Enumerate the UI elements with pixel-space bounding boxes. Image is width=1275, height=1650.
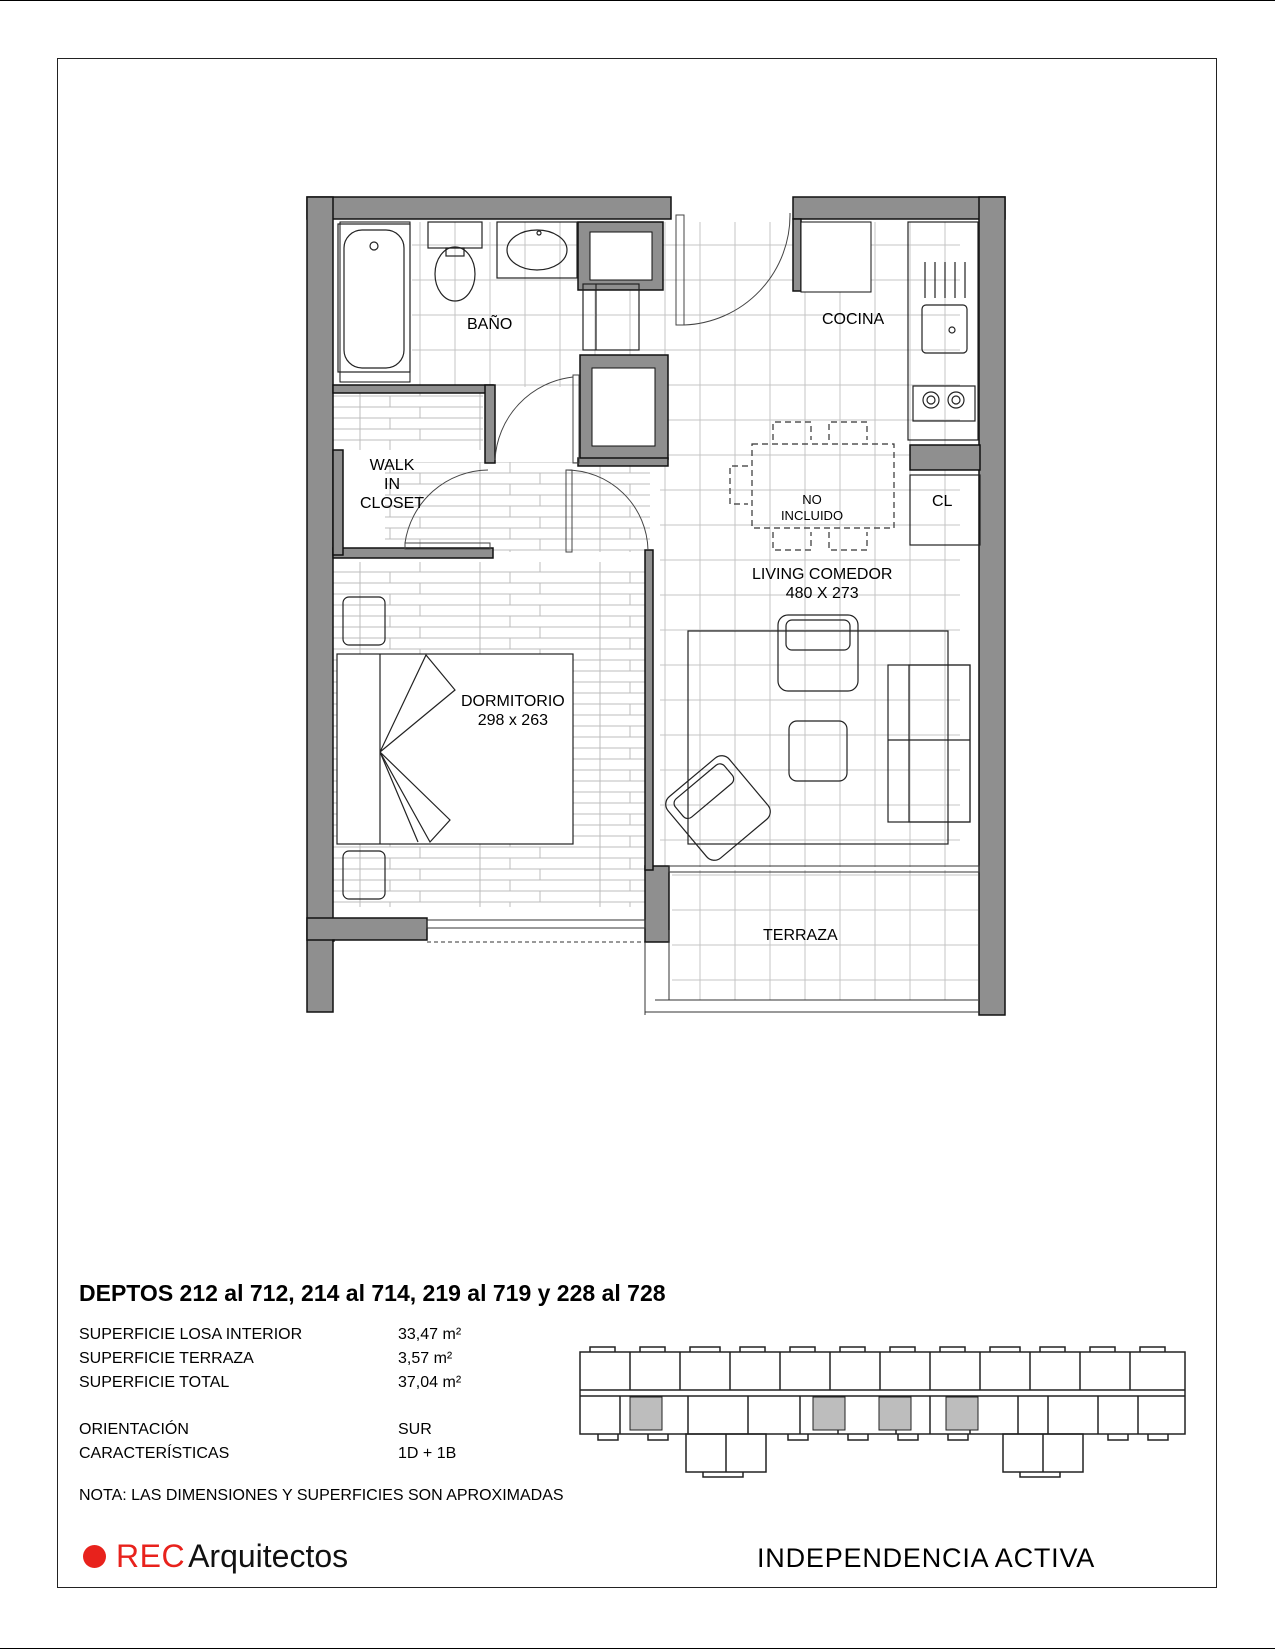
project-name: INDEPENDENCIA ACTIVA [757,1543,1096,1573]
dormitorio-name: DORMITORIO [461,693,565,710]
label-incluido: INCLUIDO [780,508,844,523]
label-closet: CLOSET [360,495,425,512]
unit-title: DEPTOS 212 al 712, 214 al 714, 219 al 719 y 228 al 728 [79,1280,666,1306]
note-text: NOTA: LAS DIMENSIONES Y SUPERFICIES SON APROXIMADAS [79,1487,564,1504]
spec-label: CARACTERÍSTICAS [79,1445,230,1462]
logo-arquitectos: Arquitectos [188,1537,349,1574]
label-walk-in-closet [360,456,424,513]
rec-arquitectos-logo [83,1536,348,1576]
spec-label: SUPERFICIE LOSA INTERIOR [79,1326,303,1343]
label-no: NO [802,492,822,507]
label-bano: BAÑO [467,316,513,333]
bathtub [338,224,410,372]
spec-label: SUPERFICIE TERRAZA [79,1350,254,1367]
logo-rec: REC [116,1537,186,1574]
spec-label: ORIENTACIÓN [79,1421,189,1438]
living-dims: 480 X 273 [785,585,859,602]
spec-value: 1D + 1B [398,1445,457,1462]
bottom-border-line [0,1648,1275,1649]
label-cocina: COCINA [822,311,885,328]
living-name: LIVING COMEDOR [752,566,893,583]
label-living [752,565,892,603]
label-dormitorio [461,692,565,730]
label-terraza: TERRAZA [763,927,838,944]
highlighted-units [630,1397,978,1430]
spec-value: 3,57 m² [398,1350,453,1367]
spec-label: SUPERFICIE TOTAL [79,1374,230,1391]
label-cl: CL [932,493,953,510]
key-plan [578,1340,1190,1500]
spec-value: 33,47 m² [398,1326,462,1343]
label-table-note [772,492,852,524]
label-walk: WALK [369,457,415,474]
label-in: IN [384,476,400,493]
spec-value: 37,04 m² [398,1374,462,1391]
logo-dot-icon [83,1545,106,1568]
dormitorio-dims: 298 x 263 [477,712,548,729]
spec-value: SUR [398,1421,432,1438]
